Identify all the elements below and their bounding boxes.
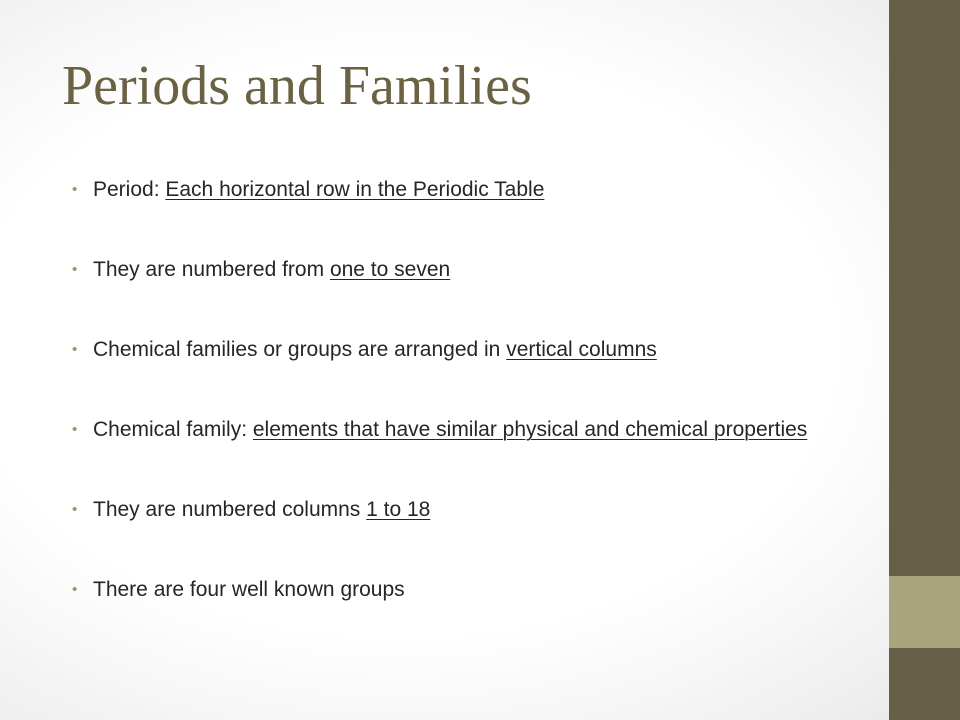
- bullet-underlined-text: 1 to 18: [366, 498, 431, 521]
- slide-title: Periods and Families: [62, 55, 532, 117]
- bullet-underlined-text: elements that have similar physical and chemical properties: [252, 418, 808, 441]
- bullet-text: They are numbered from: [93, 258, 330, 281]
- bullet-point-icon: •: [72, 581, 78, 598]
- bullet-point-icon: •: [72, 421, 78, 438]
- bullet-text: They are numbered columns: [93, 498, 367, 521]
- bullet-underlined-text: one to seven: [329, 258, 451, 281]
- bullet-text: Chemical families or groups are arranged in: [93, 338, 507, 361]
- bullet-text: Period:: [93, 178, 166, 201]
- bullet-point-icon: •: [72, 181, 78, 198]
- bullet-underlined-text: vertical columns: [506, 338, 657, 361]
- bullet-item-four-groups: [72, 576, 832, 604]
- bullet-point-icon: •: [72, 261, 78, 278]
- bullet-item-numbered-periods: [72, 256, 832, 284]
- bullet-list: [72, 176, 832, 656]
- bullet-text: There are four well known groups: [93, 578, 405, 601]
- bullet-item-families-columns: [72, 336, 832, 364]
- bullet-item-chemical-family: [72, 416, 832, 444]
- sidebar-band-accent: [889, 576, 960, 648]
- bullet-point-icon: •: [72, 501, 78, 518]
- sidebar-band-top: [889, 0, 960, 576]
- bullet-underlined-text: Each horizontal row in the Periodic Table: [165, 178, 545, 201]
- bullet-item-period: [72, 176, 832, 204]
- bullet-text: Chemical family:: [93, 418, 253, 441]
- bullet-point-icon: •: [72, 341, 78, 358]
- decorative-sidebar: [889, 0, 960, 720]
- sidebar-band-bottom: [889, 648, 960, 720]
- bullet-item-numbered-columns: [72, 496, 832, 524]
